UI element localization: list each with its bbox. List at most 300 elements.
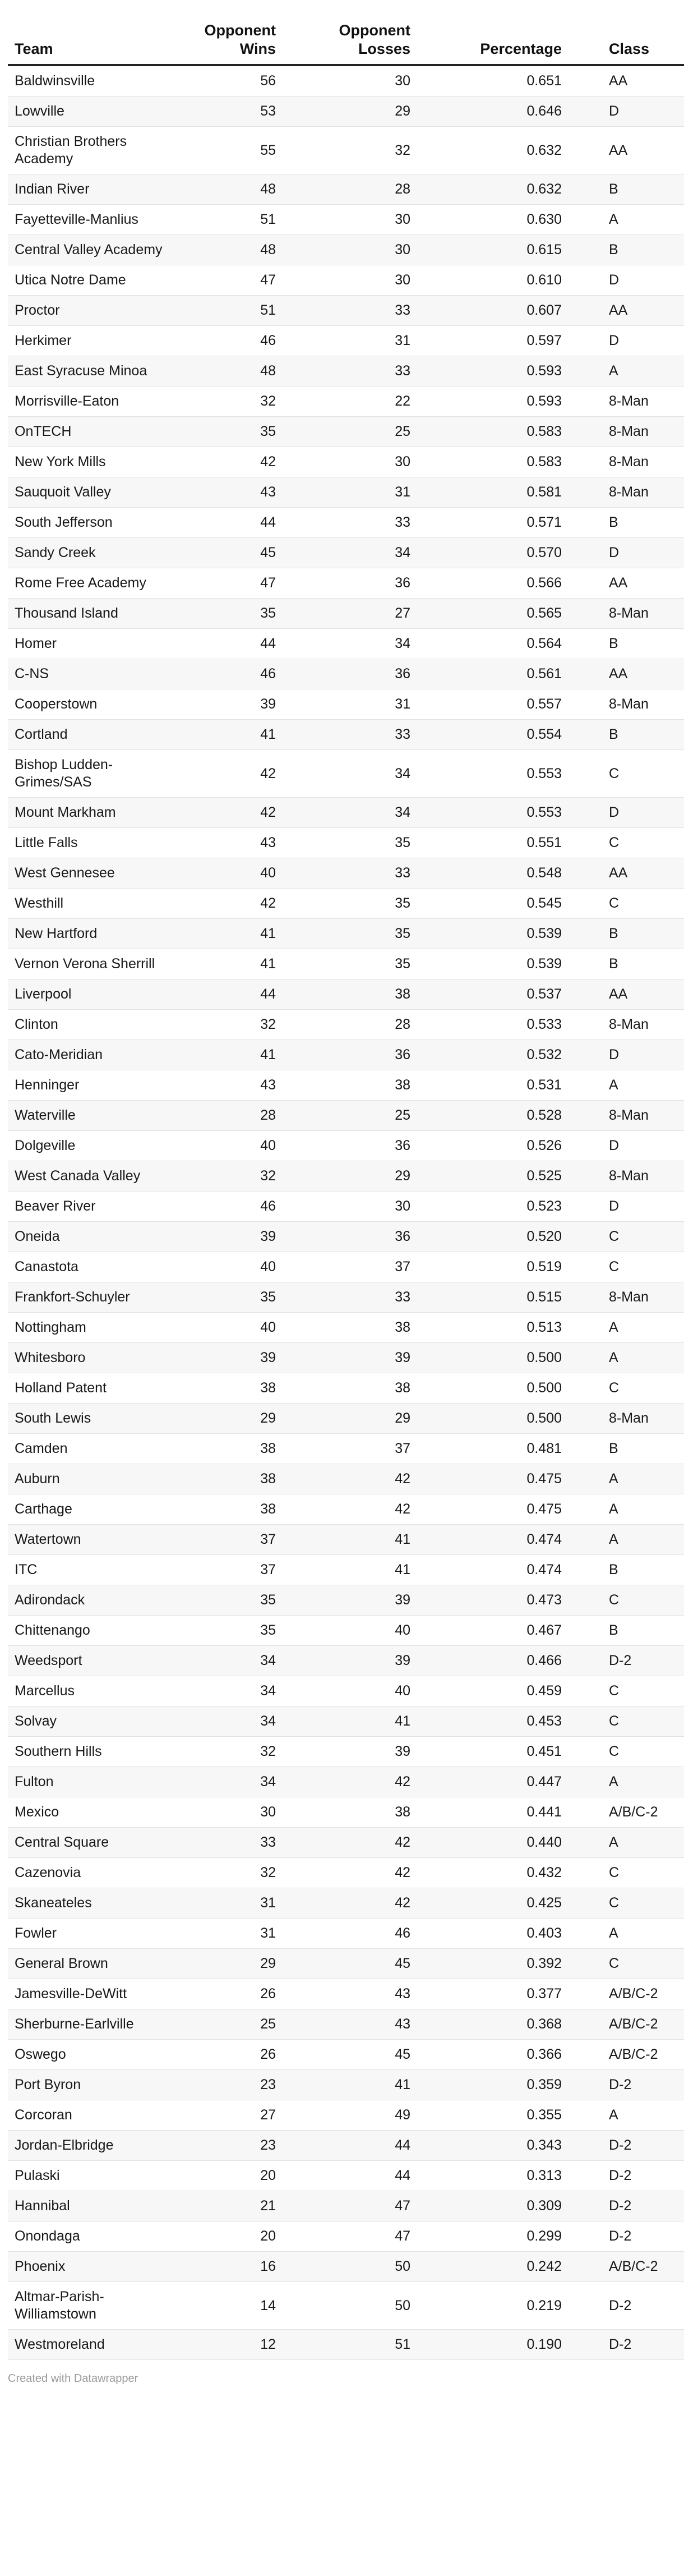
opponent-losses-cell: 36	[283, 568, 417, 599]
class-cell: B	[569, 919, 684, 949]
table-row	[8, 1494, 684, 1525]
class-cell: C	[569, 1858, 684, 1888]
opponent-wins-cell: 29	[187, 1949, 283, 1979]
percentage-cell: 0.553	[417, 798, 569, 828]
team-name-cell: Vernon Verona Sherrill	[8, 949, 187, 979]
percentage-cell: 0.539	[417, 949, 569, 979]
team-name-cell: Chittenango	[8, 1616, 187, 1646]
table-row	[8, 1525, 684, 1555]
opponent-losses-cell: 37	[283, 1252, 417, 1282]
team-name-cell: Westmoreland	[8, 2330, 187, 2360]
opponent-losses-cell: 28	[283, 174, 417, 205]
class-cell: A	[569, 356, 684, 387]
team-name-cell: Sauquoit Valley	[8, 477, 187, 508]
opponent-wins-cell: 43	[187, 828, 283, 858]
table-row	[8, 127, 684, 174]
percentage-cell: 0.368	[417, 2009, 569, 2040]
class-cell: C	[569, 1949, 684, 1979]
class-cell: D-2	[569, 2191, 684, 2221]
opponent-losses-cell: 31	[283, 689, 417, 720]
opponent-wins-cell: 43	[187, 477, 283, 508]
opponent-losses-cell: 42	[283, 1767, 417, 1797]
team-name-cell: Cato-Meridian	[8, 1040, 187, 1070]
footer-credit: Created with Datawrapper	[8, 2372, 138, 2385]
class-cell: D	[569, 1040, 684, 1070]
opponent-losses-cell: 25	[283, 417, 417, 447]
table-row	[8, 477, 684, 508]
class-cell: A	[569, 1313, 684, 1343]
team-name-cell: Mexico	[8, 1797, 187, 1828]
table-row	[8, 1737, 684, 1767]
percentage-cell: 0.520	[417, 1222, 569, 1252]
opponent-wins-cell: 46	[187, 326, 283, 356]
team-name-cell: Hannibal	[8, 2191, 187, 2221]
opponent-wins-cell: 35	[187, 599, 283, 629]
team-name-cell: Weedsport	[8, 1646, 187, 1676]
table-row	[8, 1888, 684, 1919]
class-cell: B	[569, 949, 684, 979]
opponent-wins-cell: 27	[187, 2100, 283, 2131]
opponent-losses-cell: 33	[283, 296, 417, 326]
table-row	[8, 65, 684, 96]
class-cell: AA	[569, 296, 684, 326]
percentage-cell: 0.553	[417, 750, 569, 798]
team-name-cell: Central Square	[8, 1828, 187, 1858]
opponent-wins-cell: 20	[187, 2161, 283, 2191]
class-cell: C	[569, 889, 684, 919]
opponent-losses-cell: 35	[283, 919, 417, 949]
opponent-losses-cell: 41	[283, 1555, 417, 1585]
team-name-cell: Homer	[8, 629, 187, 659]
opponent-losses-cell: 29	[283, 96, 417, 127]
opponent-losses-cell: 42	[283, 1858, 417, 1888]
class-cell: C	[569, 1585, 684, 1616]
class-cell: B	[569, 235, 684, 265]
percentage-cell: 0.651	[417, 65, 569, 96]
class-cell: D	[569, 798, 684, 828]
class-cell: A	[569, 1464, 684, 1494]
opponent-losses-cell: 44	[283, 2131, 417, 2161]
class-cell: C	[569, 1737, 684, 1767]
opponent-wins-cell: 38	[187, 1434, 283, 1464]
team-name-cell: New Hartford	[8, 919, 187, 949]
table-row	[8, 2330, 684, 2360]
opponent-wins-cell: 40	[187, 1131, 283, 1161]
opponent-losses-cell: 42	[283, 1888, 417, 1919]
table-row	[8, 2282, 684, 2330]
team-name-cell: Christian Brothers Academy	[8, 127, 187, 174]
percentage-cell: 0.481	[417, 1434, 569, 1464]
table-row	[8, 326, 684, 356]
team-name-cell: Southern Hills	[8, 1737, 187, 1767]
opponent-wins-cell: 37	[187, 1525, 283, 1555]
table-row	[8, 2221, 684, 2252]
table-row	[8, 296, 684, 326]
opponent-wins-cell: 48	[187, 174, 283, 205]
team-name-cell: West Gennesee	[8, 858, 187, 889]
table-row	[8, 417, 684, 447]
percentage-cell: 0.219	[417, 2282, 569, 2330]
opponent-losses-cell: 31	[283, 477, 417, 508]
header-team[interactable]: Team	[8, 21, 187, 65]
percentage-cell: 0.615	[417, 235, 569, 265]
percentage-cell: 0.474	[417, 1525, 569, 1555]
opponent-losses-cell: 38	[283, 1070, 417, 1101]
team-name-cell: Utica Notre Dame	[8, 265, 187, 296]
opponent-losses-cell: 50	[283, 2252, 417, 2282]
table-row	[8, 828, 684, 858]
team-name-cell: Rome Free Academy	[8, 568, 187, 599]
team-name-cell: Corcoran	[8, 2100, 187, 2131]
opponent-wins-cell: 32	[187, 1858, 283, 1888]
opponent-losses-cell: 50	[283, 2282, 417, 2330]
team-name-cell: ITC	[8, 1555, 187, 1585]
percentage-cell: 0.313	[417, 2161, 569, 2191]
team-name-cell: Skaneateles	[8, 1888, 187, 1919]
opponent-losses-cell: 41	[283, 2070, 417, 2100]
table-row	[8, 1616, 684, 1646]
opponent-wins-cell: 42	[187, 889, 283, 919]
table-row	[8, 1070, 684, 1101]
opponent-wins-cell: 47	[187, 568, 283, 599]
team-name-cell: Canastota	[8, 1252, 187, 1282]
class-cell: D	[569, 96, 684, 127]
team-name-cell: Adirondack	[8, 1585, 187, 1616]
class-cell: AA	[569, 858, 684, 889]
class-cell: A	[569, 1494, 684, 1525]
opponent-wins-cell: 23	[187, 2131, 283, 2161]
percentage-cell: 0.447	[417, 1767, 569, 1797]
opponent-losses-cell: 40	[283, 1616, 417, 1646]
opponent-wins-cell: 40	[187, 858, 283, 889]
percentage-cell: 0.500	[417, 1373, 569, 1404]
opponent-wins-cell: 32	[187, 1010, 283, 1040]
table-row	[8, 1585, 684, 1616]
team-name-cell: C-NS	[8, 659, 187, 689]
opponent-wins-cell: 14	[187, 2282, 283, 2330]
team-name-cell: Jordan-Elbridge	[8, 2131, 187, 2161]
opponent-wins-cell: 39	[187, 689, 283, 720]
percentage-cell: 0.359	[417, 2070, 569, 2100]
class-cell: AA	[569, 65, 684, 96]
table-row	[8, 205, 684, 235]
opponent-wins-cell: 26	[187, 1979, 283, 2009]
opponent-losses-cell: 30	[283, 235, 417, 265]
percentage-cell: 0.607	[417, 296, 569, 326]
opponent-losses-cell: 30	[283, 65, 417, 96]
table-row	[8, 2131, 684, 2161]
team-name-cell: West Canada Valley	[8, 1161, 187, 1192]
opponent-losses-cell: 30	[283, 447, 417, 477]
class-cell: C	[569, 1373, 684, 1404]
team-name-cell: Holland Patent	[8, 1373, 187, 1404]
percentage-cell: 0.242	[417, 2252, 569, 2282]
team-name-cell: Marcellus	[8, 1676, 187, 1706]
percentage-cell: 0.539	[417, 919, 569, 949]
class-cell: B	[569, 174, 684, 205]
team-name-cell: Bishop Ludden-Grimes/SAS	[8, 750, 187, 798]
percentage-cell: 0.467	[417, 1616, 569, 1646]
team-name-cell: Liverpool	[8, 979, 187, 1010]
table-row	[8, 235, 684, 265]
table-header	[8, 21, 684, 65]
team-name-cell: New York Mills	[8, 447, 187, 477]
table-row	[8, 2040, 684, 2070]
opponent-wins-cell: 29	[187, 1404, 283, 1434]
percentage-cell: 0.392	[417, 1949, 569, 1979]
opponent-losses-cell: 42	[283, 1494, 417, 1525]
opponent-wins-cell: 51	[187, 296, 283, 326]
opponent-losses-cell: 34	[283, 798, 417, 828]
class-cell: A	[569, 1919, 684, 1949]
team-name-cell: Fayetteville-Manlius	[8, 205, 187, 235]
class-cell: AA	[569, 127, 684, 174]
team-name-cell: Cortland	[8, 720, 187, 750]
class-cell: D	[569, 538, 684, 568]
opponent-wins-cell: 53	[187, 96, 283, 127]
percentage-cell: 0.551	[417, 828, 569, 858]
opponent-wins-cell: 39	[187, 1343, 283, 1373]
class-cell: C	[569, 1706, 684, 1737]
team-name-cell: Port Byron	[8, 2070, 187, 2100]
class-cell: 8-Man	[569, 1010, 684, 1040]
team-name-cell: Baldwinsville	[8, 65, 187, 96]
class-cell: B	[569, 508, 684, 538]
table-row	[8, 2009, 684, 2040]
class-cell: AA	[569, 659, 684, 689]
table-row	[8, 2252, 684, 2282]
opponent-wins-cell: 23	[187, 2070, 283, 2100]
opponent-losses-cell: 45	[283, 1949, 417, 1979]
opponent-wins-cell: 32	[187, 1161, 283, 1192]
team-name-cell: Watertown	[8, 1525, 187, 1555]
opponent-losses-cell: 36	[283, 1222, 417, 1252]
percentage-cell: 0.453	[417, 1706, 569, 1737]
opponent-losses-cell: 51	[283, 2330, 417, 2360]
table-row	[8, 1949, 684, 1979]
opponent-wins-cell: 32	[187, 387, 283, 417]
class-cell: B	[569, 1434, 684, 1464]
opponent-losses-cell: 49	[283, 2100, 417, 2131]
team-name-cell: OnTECH	[8, 417, 187, 447]
opponent-wins-cell: 47	[187, 265, 283, 296]
team-name-cell: Camden	[8, 1434, 187, 1464]
percentage-cell: 0.528	[417, 1101, 569, 1131]
percentage-cell: 0.561	[417, 659, 569, 689]
class-cell: 8-Man	[569, 1404, 684, 1434]
table-row	[8, 265, 684, 296]
team-name-cell: Solvay	[8, 1706, 187, 1737]
team-name-cell: Sherburne-Earlville	[8, 2009, 187, 2040]
class-cell: D-2	[569, 2282, 684, 2330]
opponent-losses-cell: 39	[283, 1585, 417, 1616]
table-row	[8, 1646, 684, 1676]
percentage-cell: 0.523	[417, 1192, 569, 1222]
class-cell: D	[569, 1131, 684, 1161]
opponent-wins-cell: 30	[187, 1797, 283, 1828]
percentage-cell: 0.632	[417, 127, 569, 174]
percentage-cell: 0.500	[417, 1404, 569, 1434]
table-row	[8, 949, 684, 979]
table-row	[8, 1919, 684, 1949]
team-name-cell: East Syracuse Minoa	[8, 356, 187, 387]
opponent-losses-cell: 36	[283, 1040, 417, 1070]
percentage-cell: 0.554	[417, 720, 569, 750]
table-row	[8, 1222, 684, 1252]
team-name-cell: Westhill	[8, 889, 187, 919]
class-cell: A	[569, 1767, 684, 1797]
percentage-cell: 0.593	[417, 356, 569, 387]
table-row	[8, 1979, 684, 2009]
table-row	[8, 1767, 684, 1797]
opponent-losses-cell: 34	[283, 538, 417, 568]
opponent-wins-cell: 38	[187, 1494, 283, 1525]
class-cell: 8-Man	[569, 1161, 684, 1192]
class-cell: 8-Man	[569, 599, 684, 629]
team-name-cell: Jamesville-DeWitt	[8, 1979, 187, 2009]
opponent-wins-cell: 37	[187, 1555, 283, 1585]
opponent-wins-cell: 41	[187, 1040, 283, 1070]
opponent-wins-cell: 39	[187, 1222, 283, 1252]
team-name-cell: Beaver River	[8, 1192, 187, 1222]
percentage-cell: 0.473	[417, 1585, 569, 1616]
table-row	[8, 979, 684, 1010]
table-row	[8, 1282, 684, 1313]
opponent-losses-cell: 38	[283, 1797, 417, 1828]
table-row	[8, 568, 684, 599]
opponent-wins-cell: 40	[187, 1252, 283, 1282]
opponent-wins-cell: 31	[187, 1919, 283, 1949]
team-name-cell: Pulaski	[8, 2161, 187, 2191]
percentage-cell: 0.630	[417, 205, 569, 235]
percentage-cell: 0.545	[417, 889, 569, 919]
opponent-losses-cell: 32	[283, 127, 417, 174]
team-name-cell: Onondaga	[8, 2221, 187, 2252]
table-row	[8, 689, 684, 720]
opponent-wins-cell: 46	[187, 1192, 283, 1222]
opponent-losses-cell: 35	[283, 889, 417, 919]
class-cell: A	[569, 205, 684, 235]
opponent-wins-cell: 38	[187, 1373, 283, 1404]
opponent-losses-cell: 38	[283, 1313, 417, 1343]
class-cell: D-2	[569, 2131, 684, 2161]
percentage-cell: 0.597	[417, 326, 569, 356]
team-name-cell: Sandy Creek	[8, 538, 187, 568]
percentage-cell: 0.531	[417, 1070, 569, 1101]
percentage-cell: 0.190	[417, 2330, 569, 2360]
percentage-cell: 0.593	[417, 387, 569, 417]
class-cell: AA	[569, 568, 684, 599]
table-row	[8, 2161, 684, 2191]
opponent-wins-cell: 28	[187, 1101, 283, 1131]
team-name-cell: Henninger	[8, 1070, 187, 1101]
opponent-losses-cell: 47	[283, 2221, 417, 2252]
team-name-cell: Phoenix	[8, 2252, 187, 2282]
class-cell: C	[569, 828, 684, 858]
table-row	[8, 1131, 684, 1161]
header-percentage[interactable]: Percentage	[417, 21, 569, 65]
table-row	[8, 750, 684, 798]
team-name-cell: Cazenovia	[8, 1858, 187, 1888]
class-cell: D	[569, 326, 684, 356]
percentage-cell: 0.441	[417, 1797, 569, 1828]
percentage-cell: 0.403	[417, 1919, 569, 1949]
percentage-cell: 0.532	[417, 1040, 569, 1070]
team-name-cell: South Jefferson	[8, 508, 187, 538]
table-row	[8, 720, 684, 750]
class-cell: AA	[569, 979, 684, 1010]
class-cell: C	[569, 1252, 684, 1282]
percentage-cell: 0.548	[417, 858, 569, 889]
team-name-cell: Nottingham	[8, 1313, 187, 1343]
class-cell: A	[569, 1070, 684, 1101]
class-cell: 8-Man	[569, 1101, 684, 1131]
table-row	[8, 1101, 684, 1131]
team-name-cell: Central Valley Academy	[8, 235, 187, 265]
opponent-wins-cell: 55	[187, 127, 283, 174]
opponent-losses-cell: 30	[283, 205, 417, 235]
table-row	[8, 1040, 684, 1070]
header-opponent-losses[interactable]: Opponent Losses	[283, 21, 417, 65]
table-row	[8, 508, 684, 538]
table-row	[8, 2191, 684, 2221]
opponent-losses-cell: 30	[283, 1192, 417, 1222]
table-row	[8, 1706, 684, 1737]
percentage-cell: 0.646	[417, 96, 569, 127]
percentage-cell: 0.519	[417, 1252, 569, 1282]
opponent-losses-cell: 38	[283, 1373, 417, 1404]
table-row	[8, 96, 684, 127]
opponent-losses-cell: 42	[283, 1464, 417, 1494]
opponent-losses-cell: 28	[283, 1010, 417, 1040]
class-cell: A/B/C-2	[569, 2040, 684, 2070]
class-cell: D	[569, 1192, 684, 1222]
percentage-cell: 0.474	[417, 1555, 569, 1585]
team-name-cell: Altmar-Parish-Williamstown	[8, 2282, 187, 2330]
percentage-cell: 0.475	[417, 1494, 569, 1525]
header-opponent-wins[interactable]: Opponent Wins	[187, 21, 283, 65]
opponent-losses-cell: 30	[283, 265, 417, 296]
table-row	[8, 1434, 684, 1464]
opponent-losses-cell: 39	[283, 1646, 417, 1676]
opponent-wins-cell: 35	[187, 1282, 283, 1313]
table-row	[8, 447, 684, 477]
team-name-cell: Waterville	[8, 1101, 187, 1131]
opponent-losses-cell: 34	[283, 750, 417, 798]
table-row	[8, 2100, 684, 2131]
team-name-cell: Fulton	[8, 1767, 187, 1797]
header-class[interactable]: Class	[569, 21, 684, 65]
class-cell: B	[569, 720, 684, 750]
percentage-cell: 0.309	[417, 2191, 569, 2221]
opponent-losses-cell: 39	[283, 1343, 417, 1373]
table-row	[8, 889, 684, 919]
percentage-cell: 0.570	[417, 538, 569, 568]
percentage-cell: 0.564	[417, 629, 569, 659]
opponent-wins-cell: 48	[187, 356, 283, 387]
table-row	[8, 659, 684, 689]
percentage-cell: 0.440	[417, 1828, 569, 1858]
class-cell: 8-Man	[569, 477, 684, 508]
opponent-wins-cell: 35	[187, 1616, 283, 1646]
table-row	[8, 1404, 684, 1434]
class-cell: D-2	[569, 2221, 684, 2252]
percentage-cell: 0.299	[417, 2221, 569, 2252]
opponent-wins-cell: 34	[187, 1646, 283, 1676]
opponent-wins-cell: 42	[187, 798, 283, 828]
table-row	[8, 1555, 684, 1585]
class-cell: B	[569, 1616, 684, 1646]
